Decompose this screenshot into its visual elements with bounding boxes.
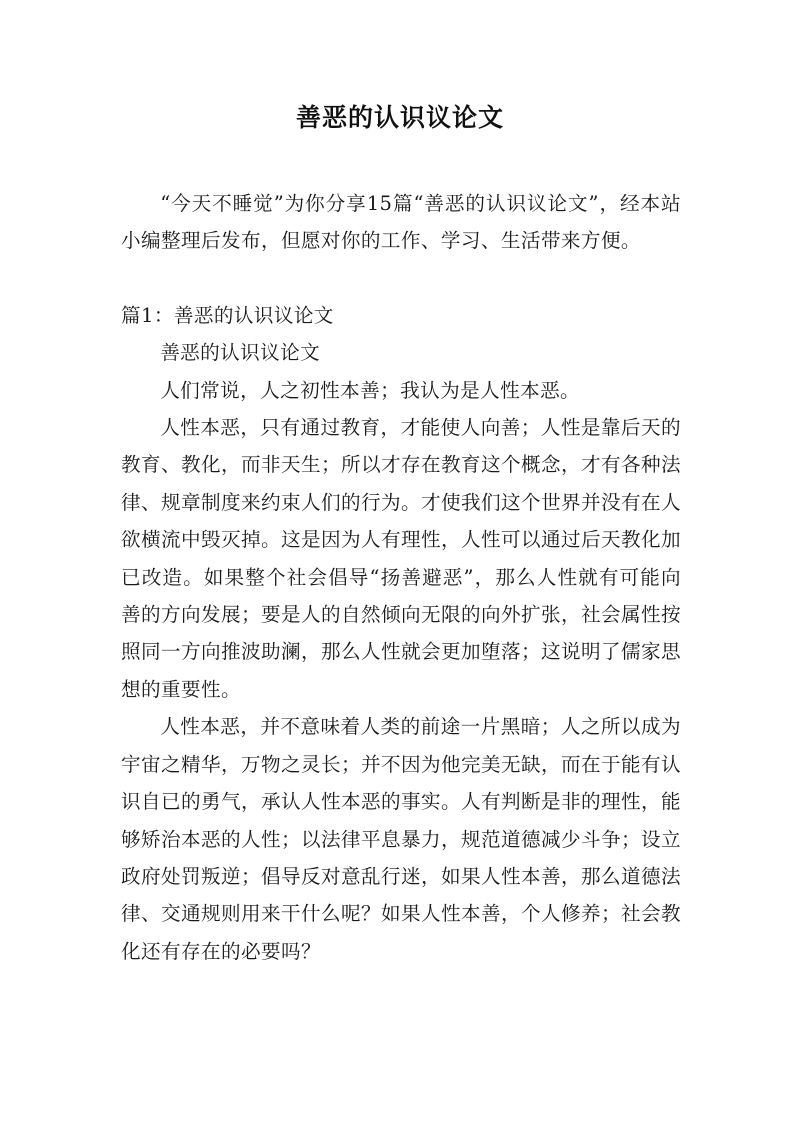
body-paragraph: 人们常说，人之初性本善；我认为是人性本恶。 <box>160 378 581 402</box>
section-subtitle: 善恶的认识议论文 <box>160 341 321 365</box>
section-heading: 篇1：善恶的认识议论文 <box>121 303 334 327</box>
intro-paragraph: “今天不睡觉”为你分享15篇“善恶的认识议论文”，经本站小编整理后发布，但愿对你的工作、学习、生活带来方便。 <box>121 192 681 253</box>
document-title: 善恶的认识议论文 <box>295 103 504 132</box>
body-paragraph: 人性本恶，并不意味着人类的前途一片黑暗；人之所以成为宇宙之精华，万物之灵长；并不因为他完美无缺，而在于能有认识自已的勇气，承认人性本恶的事实。人有判断是非的理性，能够矫治本恶的人性；以法律平息暴力，规范道德减少斗争；设立政府处罚叛逆；倡导反对意乱行迷，如果人性本善，那么道德法律、交通规则用来干什么呢？如果人性本善，个人修养；社会教化还有存在的必要吗？ <box>121 715 681 963</box>
document-body <box>121 185 681 970</box>
body-paragraph: 人性本恶，只有通过教育，才能使人向善；人性是靠后天的教育、教化，而非天生；所以才存在教育这个概念，才有各种法律、规章制度来约束人们的行为。才使我们这个世界并没有在人欲横流中毁灭掉。这是因为人有理性，人性可以通过后天教化加已改造。如果整个社会倡导“扬善避恶”，那么人性就有可能向善的方向发展；要是人的自然倾向无限的向外扩张，社会属性按照同一方向推波助澜，那么人性就会更加堕落；这说明了儒家思想的重要性。 <box>121 416 681 701</box>
